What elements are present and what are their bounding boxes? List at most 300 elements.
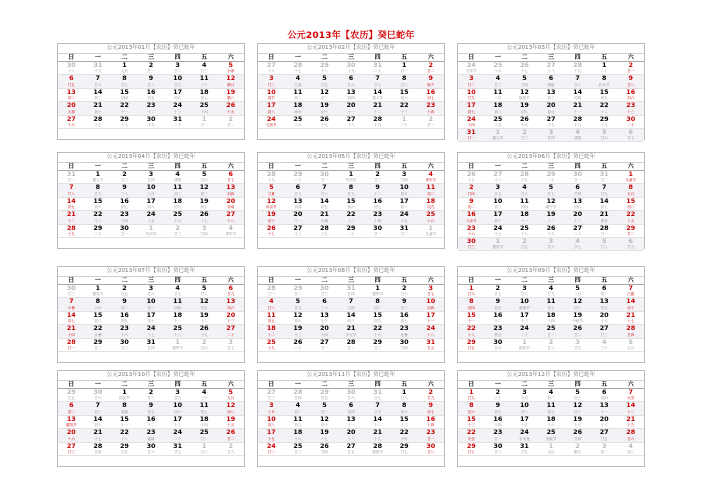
month-block — [57, 43, 245, 140]
lunar-day: 初十 — [320, 109, 329, 114]
weekday-label: 日 — [68, 163, 75, 170]
month-title: 公元2013年09月【农历】癸巳蛇年 — [458, 267, 644, 277]
weekday-label: 一 — [494, 163, 501, 170]
day-number: 27 — [599, 324, 609, 333]
day-number: 10 — [399, 183, 409, 192]
weekday-label: 日 — [468, 277, 475, 284]
weekday-label: 五 — [601, 381, 608, 388]
lunar-day: 十九 — [267, 345, 275, 350]
month-title: 公元2013年03月【农历】癸巳蛇年 — [458, 44, 644, 54]
weekday-label: 五 — [201, 277, 208, 284]
lunar-day: 大雪 — [627, 396, 635, 401]
lunar-day: 廿七 — [120, 82, 129, 87]
day-number: 5 — [201, 284, 207, 292]
lunar-day: 十五 — [627, 218, 635, 223]
lunar-day: 十七 — [200, 218, 208, 223]
lunar-day: 初七 — [547, 305, 555, 310]
lunar-day: 廿三 — [374, 178, 382, 183]
month-title: 公元2013年08月【农历】癸巳蛇年 — [258, 267, 444, 277]
day-number: 3 — [548, 236, 554, 245]
lunar-day: 十二 — [67, 218, 75, 223]
lunar-day: 初十 — [200, 205, 208, 210]
day-number: 3 — [548, 127, 554, 136]
day-number: 8 — [122, 74, 127, 83]
day-number: 12 — [573, 401, 583, 410]
lunar-day: 廿六 — [547, 245, 555, 250]
lunar-day: 初六 — [174, 409, 182, 414]
day-number: 29 — [93, 223, 103, 232]
lunar-day: 廿一 — [147, 69, 155, 74]
day-number: 13 — [546, 87, 556, 96]
day-number: 1 — [401, 388, 407, 396]
lunar-day: 元宵节 — [465, 69, 477, 74]
week-row — [58, 312, 244, 325]
day-number: 14 — [573, 87, 583, 96]
lunar-day: 十八 — [427, 332, 435, 337]
weekday-label: 四 — [574, 54, 581, 61]
day-number: 30 — [626, 114, 636, 123]
day-number: 11 — [199, 401, 209, 410]
day-number: 15 — [93, 196, 103, 205]
lunar-day: 十四 — [200, 109, 208, 114]
day-number: 16 — [373, 196, 383, 205]
day-number: 18 — [426, 196, 436, 205]
lunar-day: 十六 — [267, 69, 275, 74]
lunar-day: 十九 — [374, 122, 382, 127]
day-number: 30 — [146, 441, 156, 450]
week-row — [258, 285, 444, 298]
day-number: 6 — [548, 74, 554, 83]
day-number: 4 — [548, 388, 554, 396]
lunar-day: 廿七 — [494, 292, 502, 297]
lunar-day: 十三 — [94, 218, 102, 223]
lunar-day: 初四 — [174, 305, 182, 310]
week-row — [258, 402, 444, 415]
lunar-day: 十二 — [627, 409, 635, 414]
lunar-day: 廿八 — [67, 191, 75, 196]
day-number: 2 — [122, 170, 127, 178]
week-row — [458, 62, 644, 75]
day-number: 20 — [546, 101, 556, 110]
week-row — [458, 116, 644, 129]
lunar-day: 廿六 — [94, 82, 102, 87]
day-number: 28 — [626, 428, 636, 437]
weekday-label: 四 — [174, 54, 181, 61]
day-number: 23 — [119, 210, 129, 219]
day-number: 1 — [95, 284, 101, 292]
day-number: 1 — [548, 441, 554, 450]
weekday-label: 二 — [321, 277, 328, 284]
lunar-day: 廿五 — [67, 82, 75, 87]
lunar-day: 十二 — [267, 332, 275, 337]
lunar-day: 二十 — [600, 69, 608, 74]
weekday-label: 五 — [201, 381, 208, 388]
weekday-label: 一 — [294, 381, 301, 388]
lunar-day: 廿一 — [467, 136, 475, 141]
day-number: 28 — [599, 223, 609, 232]
day-number: 27 — [546, 114, 556, 123]
day-number: 1 — [401, 114, 407, 123]
day-number: 3 — [522, 284, 527, 292]
weekday-label: 五 — [601, 163, 608, 170]
day-number: 17 — [266, 101, 276, 110]
day-number: 23 — [146, 428, 156, 437]
lunar-day: 初十 — [627, 305, 635, 310]
lunar-day: 初五 — [200, 305, 208, 310]
lunar-day: 廿五 — [320, 396, 329, 401]
day-number: 5 — [228, 61, 233, 69]
lunar-day: 十八 — [347, 122, 355, 127]
day-number: 18 — [199, 414, 209, 423]
lunar-day: 除夕 — [427, 82, 435, 87]
day-number: 5 — [601, 127, 607, 136]
month-block — [57, 266, 245, 363]
day-number: 25 — [199, 101, 209, 110]
day-number: 5 — [601, 236, 607, 245]
day-number: 14 — [66, 196, 76, 205]
lunar-day: 立春 — [294, 82, 302, 87]
lunar-day: 初二 — [600, 292, 608, 297]
day-number: 18 — [173, 196, 183, 205]
day-number: 12 — [546, 196, 556, 205]
week-row — [58, 325, 244, 338]
lunar-day: 建军节 — [372, 292, 383, 297]
day-number: 24 — [173, 428, 183, 437]
week-row — [58, 298, 244, 311]
lunar-day: 廿四 — [400, 345, 408, 350]
lunar-day: 七夕 — [320, 319, 329, 324]
lunar-day: 二十 — [294, 178, 302, 183]
lunar-day: 廿五 — [520, 245, 529, 250]
lunar-day: 初二 — [294, 409, 302, 414]
day-number: 17 — [173, 414, 183, 423]
lunar-day: 廿七 — [294, 191, 302, 196]
lunar-day: 廿六 — [494, 345, 502, 350]
day-number: 19 — [573, 414, 583, 423]
lunar-day: 十六 — [494, 69, 502, 74]
day-number: 25 — [493, 61, 503, 69]
day-number: 2 — [469, 183, 474, 192]
day-number: 20 — [346, 101, 356, 110]
day-number: 9 — [428, 401, 433, 410]
lunar-day: 十四 — [67, 332, 75, 337]
week-row — [458, 184, 644, 197]
lunar-day: 劳动节 — [345, 178, 357, 183]
lunar-day: 十六 — [294, 122, 302, 127]
day-number: 27 — [493, 170, 503, 178]
day-number: 27 — [266, 61, 276, 69]
lunar-day: 十二 — [200, 319, 208, 324]
lunar-day: 二十 — [547, 178, 555, 183]
lunar-day: 十七 — [467, 178, 475, 183]
day-number: 2 — [428, 61, 433, 69]
lunar-day: 初三 — [320, 409, 329, 414]
day-number: 4 — [228, 223, 233, 232]
lunar-day: 十九 — [94, 69, 102, 74]
day-number: 11 — [293, 414, 303, 423]
lunar-day: 廿四 — [147, 345, 155, 350]
lunar-day: 二十 — [347, 231, 355, 236]
lunar-day: 十六 — [427, 218, 435, 223]
weekday-label: 三 — [148, 163, 155, 170]
day-number: 10 — [466, 87, 476, 96]
day-number: 2 — [122, 284, 127, 292]
lunar-day: 夏至 — [600, 218, 608, 223]
day-number: 21 — [626, 414, 636, 423]
day-number: 3 — [175, 61, 180, 69]
day-number: 16 — [426, 414, 436, 423]
weekday-label: 六 — [427, 163, 434, 170]
lunar-day: 初八 — [347, 319, 355, 324]
lunar-day: 十九 — [147, 122, 155, 127]
day-number: 4 — [295, 401, 301, 410]
day-number: 22 — [93, 324, 103, 333]
lunar-day: 十八 — [120, 436, 129, 441]
day-number: 29 — [93, 337, 103, 346]
month-title: 公元2013年10月【农历】癸巳蛇年 — [58, 371, 244, 381]
lunar-day: 三十 — [120, 191, 129, 196]
day-number: 8 — [401, 401, 407, 410]
lunar-day: 廿六 — [467, 292, 475, 297]
day-number: 20 — [226, 196, 236, 205]
lunar-day: 廿一 — [200, 122, 208, 127]
day-number: 28 — [573, 114, 583, 123]
lunar-day: 廿一 — [494, 436, 502, 441]
day-number: 28 — [293, 61, 303, 69]
lunar-day: 廿三 — [67, 292, 75, 297]
month-title: 公元2013年07月【农历】癸巳蛇年 — [58, 267, 244, 277]
day-number: 23 — [493, 428, 503, 437]
lunar-day: 清明 — [174, 178, 182, 183]
day-number: 5 — [548, 183, 554, 192]
day-number: 28 — [66, 337, 76, 346]
lunar-day: 初四 — [227, 191, 235, 196]
lunar-day: 初十 — [574, 409, 582, 414]
lunar-day: 廿五 — [67, 396, 75, 401]
lunar-day: 十六 — [600, 319, 608, 324]
lunar-day: 十七 — [494, 231, 502, 236]
day-number: 22 — [119, 101, 129, 110]
lunar-day: 初五 — [147, 96, 155, 101]
week-row — [458, 225, 644, 238]
day-number: 26 — [199, 210, 209, 219]
lunar-day: 十七 — [320, 122, 329, 127]
week-row — [58, 75, 244, 88]
day-number: 5 — [575, 388, 580, 396]
lunar-day: 初八 — [267, 423, 275, 428]
lunar-day: 初七 — [600, 205, 608, 210]
day-number: 24 — [146, 210, 156, 219]
lunar-day: 初十 — [494, 218, 502, 223]
week-row — [58, 389, 244, 402]
day-number: 4 — [295, 74, 301, 83]
day-number: 31 — [66, 170, 76, 178]
day-number: 25 — [426, 210, 436, 219]
weekday-label: 五 — [401, 381, 408, 388]
day-number: 30 — [493, 337, 503, 346]
day-number: 30 — [466, 236, 476, 245]
week-row — [58, 184, 244, 197]
week-row — [458, 198, 644, 211]
lunar-day: 十八 — [120, 122, 129, 127]
lunar-day: 廿八 — [400, 396, 408, 401]
day-number: 1 — [522, 337, 527, 346]
lunar-day: 初十 — [267, 218, 275, 223]
lunar-day: 十六 — [467, 231, 475, 236]
lunar-day: 十一 — [600, 409, 608, 414]
weekday-label: 一 — [294, 54, 301, 61]
lunar-day: 芒种 — [574, 191, 582, 196]
day-number: 5 — [295, 297, 301, 306]
lunar-day: 初九 — [427, 205, 435, 210]
month-block — [457, 43, 645, 140]
lunar-day: 十月 — [267, 409, 275, 414]
day-number: 28 — [519, 170, 529, 178]
day-number: 1 — [601, 61, 607, 69]
lunar-day: 初六 — [174, 96, 182, 101]
day-number: 6 — [69, 74, 74, 83]
day-number: 11 — [173, 183, 183, 192]
day-number: 2 — [228, 441, 233, 450]
day-number: 13 — [599, 297, 609, 306]
day-number: 26 — [226, 101, 236, 110]
lunar-day: 初四 — [574, 96, 582, 101]
lunar-day: 初七 — [120, 205, 129, 210]
day-number: 11 — [173, 297, 183, 306]
weekday-label: 三 — [148, 277, 155, 284]
day-number: 6 — [322, 297, 327, 306]
day-number: 8 — [375, 297, 380, 306]
lunar-day: 十八 — [600, 423, 608, 428]
day-number: 22 — [626, 210, 636, 219]
lunar-day: 立秋 — [347, 305, 355, 310]
lunar-day: 初五 — [267, 319, 275, 324]
lunar-day: 十三 — [627, 109, 635, 114]
day-number: 3 — [522, 388, 527, 396]
day-number: 15 — [373, 310, 383, 319]
lunar-day: 十五 — [147, 218, 155, 223]
weekday-label: 日 — [68, 277, 75, 284]
lunar-day: 廿九 — [467, 396, 475, 401]
day-number: 7 — [628, 284, 633, 292]
day-number: 29 — [319, 61, 329, 69]
lunar-day: 二十 — [174, 436, 182, 441]
day-number: 29 — [599, 114, 609, 123]
week-row — [58, 171, 244, 184]
lunar-day: 廿一 — [320, 345, 329, 350]
day-number: 4 — [175, 284, 180, 292]
day-number: 9 — [375, 183, 380, 192]
lunar-day: 十三 — [520, 319, 529, 324]
lunar-day: 春分 — [547, 109, 555, 114]
day-number: 6 — [601, 284, 607, 292]
day-number: 1 — [348, 170, 354, 178]
lunar-day: 廿三 — [520, 136, 529, 141]
lunar-day: 十一 — [347, 109, 355, 114]
weekday-label: 六 — [227, 277, 234, 284]
weekday-label: 三 — [548, 381, 555, 388]
week-row — [258, 89, 444, 102]
day-number: 11 — [293, 87, 303, 96]
week-row — [258, 75, 444, 88]
day-number: 1 — [628, 170, 633, 178]
lunar-day: 廿五 — [347, 449, 355, 454]
day-number: 23 — [493, 324, 503, 333]
day-number: 13 — [293, 196, 303, 205]
lunar-day: 小暑 — [67, 305, 75, 310]
day-number: 20 — [599, 414, 609, 423]
lunar-day: 十六 — [547, 423, 555, 428]
day-number: 6 — [348, 74, 354, 83]
day-number: 27 — [293, 223, 303, 232]
day-number: 15 — [399, 87, 409, 96]
day-number: 18 — [546, 310, 556, 319]
month-title: 公元2013年05月【农历】癸巳蛇年 — [258, 153, 444, 163]
lunar-day: 廿七 — [467, 449, 475, 454]
day-number: 29 — [546, 170, 556, 178]
lunar-day: 十一 — [347, 423, 355, 428]
lunar-day: 母亲节 — [265, 205, 277, 210]
day-number: 25 — [173, 210, 183, 219]
weekday-label: 日 — [68, 381, 75, 388]
lunar-day: 国庆节 — [119, 396, 130, 401]
weekday-label: 一 — [94, 277, 101, 284]
day-number: 30 — [573, 170, 583, 178]
week-row — [258, 171, 444, 184]
lunar-day: 廿六 — [627, 436, 635, 441]
day-number: 8 — [401, 74, 407, 83]
day-number: 1 — [428, 223, 433, 232]
day-number: 2 — [548, 337, 554, 346]
lunar-day: 十三 — [174, 423, 182, 428]
lunar-day: 十一 — [574, 109, 582, 114]
day-number: 20 — [573, 210, 583, 219]
week-row — [458, 75, 644, 88]
day-number: 20 — [66, 101, 76, 110]
week-row — [258, 429, 444, 442]
lunar-day: 廿八 — [427, 449, 435, 454]
day-number: 12 — [199, 183, 209, 192]
weekday-label: 二 — [521, 381, 528, 388]
lunar-day: 初五 — [600, 96, 608, 101]
lunar-day: 廿九 — [627, 245, 635, 250]
lunar-day: 十七 — [520, 69, 529, 74]
lunar-day: 廿七 — [374, 396, 382, 401]
weekday-label: 六 — [627, 163, 634, 170]
weekday-label: 日 — [468, 381, 475, 388]
day-number: 29 — [293, 284, 303, 292]
month-block — [257, 152, 445, 249]
lunar-day: 十八 — [494, 178, 502, 183]
lunar-day: 廿七 — [627, 136, 635, 141]
lunar-day: 十九 — [574, 69, 582, 74]
lunar-day: 廿九 — [174, 82, 182, 87]
day-number: 15 — [119, 414, 129, 423]
lunar-day: 廿一 — [574, 178, 582, 183]
day-number: 14 — [599, 196, 609, 205]
lunar-day: 初九 — [120, 319, 129, 324]
lunar-day: 廿五 — [120, 292, 129, 297]
day-number: 28 — [626, 324, 636, 333]
week-row — [458, 325, 644, 338]
day-number: 26 — [573, 324, 583, 333]
weekday-label: 六 — [627, 277, 634, 284]
day-number: 5 — [575, 284, 580, 292]
day-number: 6 — [575, 183, 580, 192]
weekday-label: 五 — [401, 54, 408, 61]
day-number: 9 — [495, 297, 501, 306]
day-number: 19 — [519, 101, 529, 110]
